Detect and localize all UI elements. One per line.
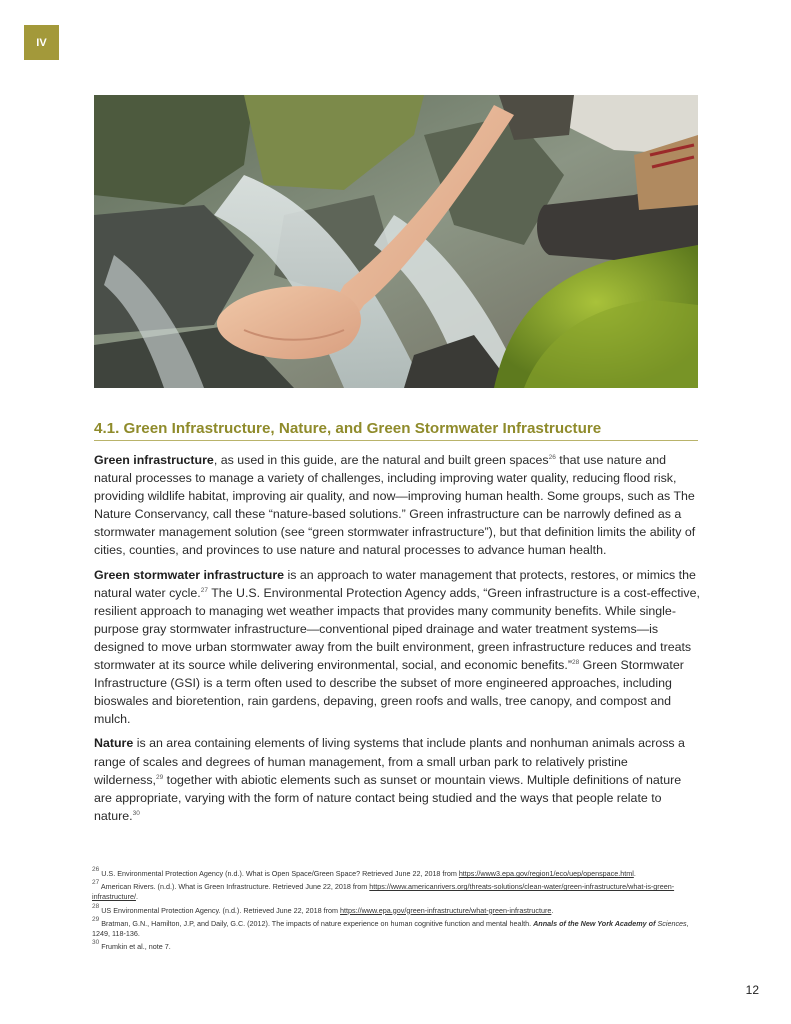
footnote-26 (92, 866, 698, 879)
page-number: 12 (745, 983, 759, 997)
footnote-text: American Rivers. (n.d.). What is Green Infrastructure. Retrieved June 22, 2018 from (100, 882, 370, 892)
footnote-29 (92, 915, 698, 939)
footnote-30 (92, 939, 698, 952)
term-nature: Nature (94, 736, 134, 751)
paragraph-text: The U.S. Environmental Protection Agency adds, “Green infrastructure is a cost-effective, resilient approach to managing wet weather impacts that provides many community benefits. While single-purpose gray stormwater infrastructure—conventional piped drainage and water treatment systems—is designed to move urban stormwater away from the built environment, green infrastructure reduces and treats stormwater at its source while delivering environmental, social, and economic benefits.” (94, 585, 700, 673)
footnote-link[interactable]: https://www3.epa.gov/region1/eco/uep/openspace.html (458, 869, 634, 878)
journal-title: Annals of the New York Academy of (533, 918, 656, 928)
paragraph-text: Green Stormwater Infrastructure (GSI) is a term often used to describe the subset of more engineered approaches, including bioswales and bioretention, rain gardens, depaving, green roofs and walls, tree canopy, and compost and mulch. (94, 658, 684, 727)
footnote-text: Frumkin et al., note 7. (101, 942, 171, 952)
section-heading: 4.1. Green Infrastructure, Nature, and Green Stormwater Infrastructure (94, 420, 698, 441)
footnote-ref-30: 30 (132, 809, 140, 817)
footnote-number: 27 (92, 879, 100, 887)
footnote-ref-29: 29 (155, 773, 164, 781)
footnotes (92, 866, 698, 955)
journal-title: Sciences (657, 918, 687, 928)
footnote-number: 30 (92, 939, 100, 947)
paragraph-text: together with abiotic elements such as sunset or mountain views. Multiple definitions of nature are appropriate, varying with the form of nature contact being studied and the ways that people relate to nature. (94, 772, 682, 823)
footnote-ref-27: 27 (200, 586, 208, 594)
paragraph-text: is an area containing elements of living systems that include plants and nonhuman animals across a range of scales and degrees of human management, from a small urban park to relatively pristine wilderness, (94, 736, 685, 787)
footnote-ref-28: 28 (571, 659, 580, 667)
footnote-number: 26 (92, 866, 100, 873)
footnote-text: Bratman, G.N., Hamilton, J.P, and Daily, G.C. (2012). The impacts of nature experience on human cognitive function and mental health. (101, 918, 534, 928)
footnote-number: 28 (92, 902, 100, 910)
paragraph-green-stormwater-infrastructure (94, 566, 700, 729)
footnote-number: 29 (92, 915, 100, 923)
term-green-infrastructure: Green infrastructure (94, 453, 214, 467)
footnote-text: . (135, 892, 138, 902)
footnote-text: . (551, 905, 554, 915)
footnote-27 (92, 879, 698, 902)
footnote-link[interactable]: https://www.epa.gov/green-infrastructure/what-green-infrastructure (340, 905, 552, 915)
term-green-stormwater-infrastructure: Green stormwater infrastructure (94, 567, 285, 582)
footnote-28 (92, 902, 698, 916)
hands-in-stream-photo (94, 95, 698, 388)
section-tab: IV (24, 25, 59, 60)
paragraph-text: is an approach to water management that protects, restores, or mimics the natural water cycle. (94, 567, 696, 600)
photo-illustration (94, 95, 698, 388)
footnote-text: , 1249, 118-136. (92, 918, 689, 939)
footnote-text: US Environmental Protection Agency. (n.d.). Retrieved June 22, 2018 from (101, 905, 341, 915)
footnote-link[interactable]: https://www.americanrivers.org/threats-solutions/clean-water/green-infrastructure/what-is-green-infrastructure/ (92, 882, 675, 902)
footnote-ref-26: 26 (548, 454, 556, 461)
footnote-text: U.S. Environmental Protection Agency (n.d.). What is Open Space/Green Space? Retrieved June 22, 2018 from (101, 869, 459, 878)
paragraph-nature (94, 734, 700, 824)
body-text (94, 451, 700, 831)
paragraph-green-infrastructure (94, 451, 700, 560)
paragraph-text: , as used in this guide, are the natural and built green spaces (213, 453, 549, 467)
footnote-text: . (633, 869, 636, 878)
paragraph-text: that use nature and natural processes to manage a variety of challenges, including improving water quality, reducing flood risk, providing wildlife habitat, improving air quality, and now—improving human health. Some groups, such as The Nature Conservancy, call these “nature-based solutions.” Green infrastructure can be narrowly defined as a stormwater management solution (see “green stormwater infrastructure”), but that definition limits the ability of cities, counties, and provinces to use nature and natural processes to advance human health. (94, 453, 696, 558)
